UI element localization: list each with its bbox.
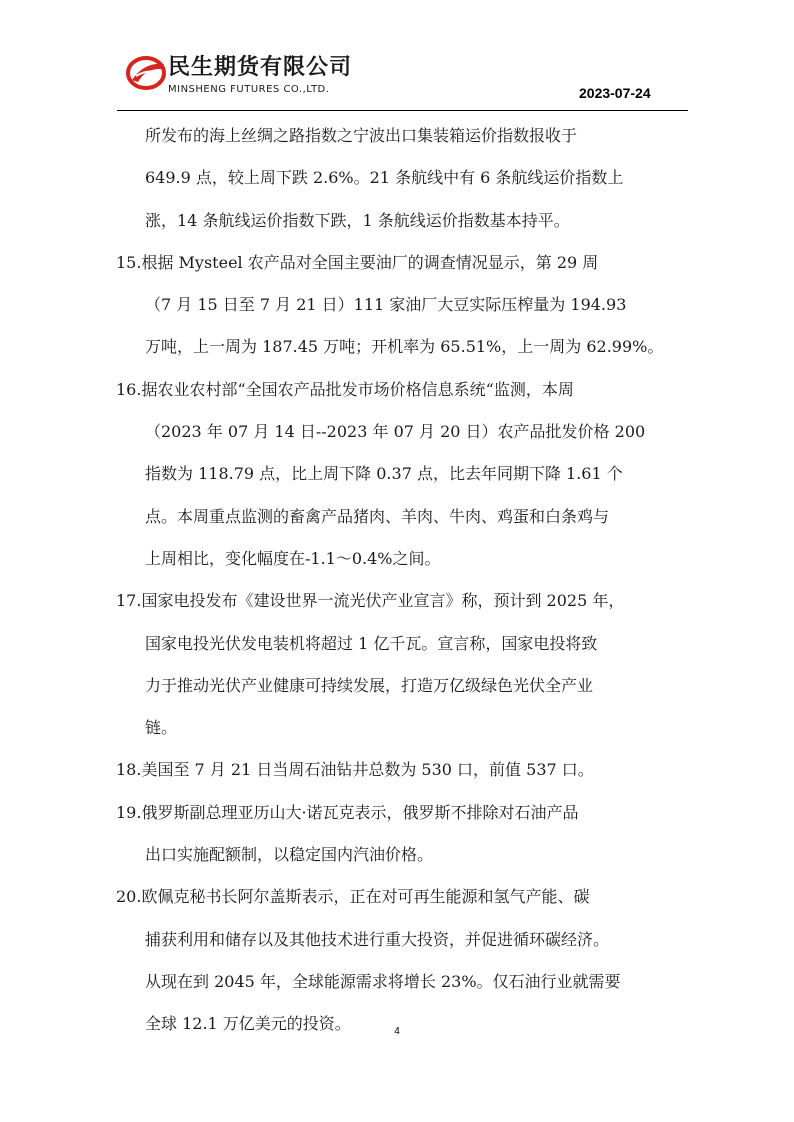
text-line: 据农业农村部“全国农产品批发市场价格信息系统“监测，本周 xyxy=(141,379,574,399)
text-line: 国家电投光伏发电装机将超过 1 亿千瓦。宣言称，国家电投将致 xyxy=(145,633,598,653)
text-line: 出口实施配额制，以稳定国内汽油价格。 xyxy=(145,845,434,865)
text-line: 上周相比，变化幅度在-1.1～0.4%之间。 xyxy=(145,548,441,568)
brand-name-cn: 民生期货有限公司 xyxy=(168,55,353,80)
news-item-15 xyxy=(116,242,686,369)
report-date: 2023-07-24 xyxy=(579,85,651,101)
page-number: 4 xyxy=(394,1026,400,1037)
text-line: 所发布的海上丝绸之路指数之宁波出口集装箱运价指数报收于 xyxy=(145,126,578,145)
item-number: 18. xyxy=(116,760,142,780)
text-line: 力于推动光伏产业健康可持续发展，打造万亿级绿色光伏全产业 xyxy=(145,675,594,695)
news-item-17 xyxy=(116,580,686,749)
news-item-16 xyxy=(116,369,686,580)
text-line: 链。 xyxy=(145,718,178,738)
text-line: 点。本周重点监测的畜禽产品猪肉、羊肉、牛肉、鸡蛋和白条鸡与 xyxy=(145,506,610,526)
brand-name-en: MINSHENG FUTURES CO.,LTD. xyxy=(168,84,330,95)
news-item-20 xyxy=(116,876,686,1045)
item-number: 20. xyxy=(116,887,142,907)
text-line: 美国至 7 月 21 日当周石油钻井总数为 530 口，前值 537 口。 xyxy=(141,760,594,780)
header-divider xyxy=(117,110,688,111)
text-line: 全球 12.1 万亿美元的投资。 xyxy=(145,1014,351,1034)
text-line: 捕获利用和储存以及其他技术进行重大投资，并促进循环碳经济。 xyxy=(145,929,610,949)
item-number: 15. xyxy=(116,252,142,272)
text-line: （2023 年 07 月 14 日--2023 年 07 月 20 日）农产品批发价格 200 xyxy=(145,422,646,442)
text-line: 涨，14 条航线运价指数下跌，1 条航线运价指数基本持平。 xyxy=(145,210,570,230)
item-number: 16. xyxy=(116,379,142,399)
text-line: 万吨，上一周为 187.45 万吨；开机率为 65.51%，上一周为 62.99%。 xyxy=(145,337,664,357)
text-line: 俄罗斯副总理亚历山大·诺瓦克表示，俄罗斯不排除对石油产品 xyxy=(141,802,579,822)
news-item-19 xyxy=(116,792,686,877)
text-line: 根据 Mysteel 农产品对全国主要油厂的调查情况显示，第 29 周 xyxy=(141,252,599,272)
news-content xyxy=(116,115,686,1046)
text-line: 国家电投发布《建设世界一流光伏产业宣言》称，预计到 2025 年， xyxy=(141,591,625,611)
minsheng-logo-icon xyxy=(126,56,166,90)
text-line: 649.9 点，较上周下跌 2.6%。21 条航线中有 6 条航线运价指数上 xyxy=(145,168,624,188)
continued-paragraph xyxy=(116,115,686,242)
page-header xyxy=(0,0,794,110)
item-number: 19. xyxy=(116,802,142,822)
text-line: （7 月 15 日至 7 月 21 日）111 家油厂大豆实际压榨量为 194.93 xyxy=(145,295,627,315)
text-line: 欧佩克秘书长阿尔盖斯表示，正在对可再生能源和氢气产能、碳 xyxy=(141,887,590,907)
news-item-18 xyxy=(116,749,686,791)
item-number: 17. xyxy=(116,591,142,611)
text-line: 从现在到 2045 年，全球能源需求将增长 23%。仅石油行业就需要 xyxy=(145,971,621,991)
text-line: 指数为 118.79 点，比上周下降 0.37 点，比去年同期下降 1.61 个 xyxy=(145,464,623,484)
